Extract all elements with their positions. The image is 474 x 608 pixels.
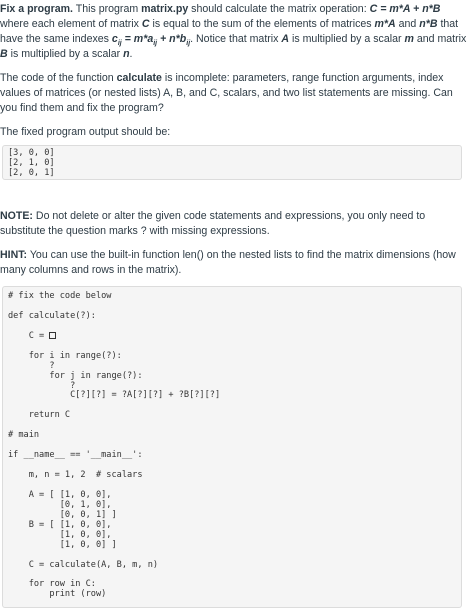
intro-text: is multiplied by a scalar: [289, 33, 405, 45]
subscript-ij: ij: [186, 40, 191, 48]
matrix-B: B: [0, 48, 8, 60]
note-paragraph: [0, 209, 472, 239]
intro-text: and: [395, 18, 420, 30]
intro-text: should calculate the matrix operation:: [188, 3, 370, 15]
code-line: [0, 1, 0],: [8, 499, 112, 510]
code-line: B = [ [1, 0, 0],: [8, 519, 112, 530]
code-line: for i in range(?):: [8, 350, 122, 361]
note-label: NOTE:: [0, 210, 33, 222]
code-line: m, n = 1, 2 # scalars: [8, 470, 143, 481]
term-mA: m*A: [374, 18, 396, 30]
output-heading: The fixed program output should be:: [0, 126, 171, 138]
element-eq: = m*a: [121, 33, 154, 45]
output-line: [2, 0, 1]: [8, 167, 55, 178]
output-line: [3, 0, 0]: [8, 148, 55, 158]
description-text: The code of the function: [0, 72, 117, 84]
empty-box-glyph: [49, 332, 56, 339]
code-line: A = [ [1, 0, 0],: [8, 489, 112, 500]
intro-paragraph: [0, 2, 472, 62]
note-text: Do not delete or alter the given code statements and expressions, you only need to substitute the question marks ? with missing expressions.: [0, 210, 426, 237]
intro-text: and matrix: [413, 33, 467, 45]
code-line: [1, 0, 0] ]: [8, 539, 117, 550]
description-paragraph: [0, 71, 472, 116]
term-nB: n*B: [419, 18, 438, 30]
code-line: for row in C:: [8, 579, 96, 590]
code-line: ?: [8, 380, 76, 391]
expected-output-block: [2, 145, 462, 180]
code-line: if __name__ == '__main__':: [8, 450, 143, 461]
code-line: [1, 0, 0],: [8, 529, 112, 540]
code-line: def calculate(?):: [8, 310, 96, 321]
scalar-m: m: [404, 33, 414, 45]
code-line: [8, 322, 456, 332]
code-line: [8, 571, 456, 581]
scalar-n: n: [123, 48, 130, 60]
formula: C = m*A + n*B: [369, 3, 441, 15]
intro-text: This program: [73, 3, 142, 15]
lead-text: Fix a program.: [0, 3, 73, 15]
code-line: print (row): [8, 589, 107, 600]
intro-text: that have the same indexes: [0, 18, 459, 45]
code-line: ?: [8, 360, 55, 371]
hint-label: HINT:: [0, 249, 28, 261]
intro-text: is equal to the sum of the elements of matrices: [149, 18, 375, 30]
intro-text: is multiplied by a scalar: [7, 48, 124, 60]
code-line: C[?][?] = ?A[?][?] + ?B[?][?]: [8, 390, 221, 401]
function-name: calculate: [116, 72, 162, 84]
matrix-A: A: [281, 33, 290, 45]
code-line: [0, 0, 1] ]: [8, 509, 117, 520]
code-line: # main: [8, 430, 40, 441]
code-block: [2, 286, 462, 608]
element-c: c: [111, 33, 118, 45]
code-line: [8, 401, 456, 411]
code-line: [8, 421, 456, 431]
subscript-ij: ij: [117, 40, 122, 48]
code-line: for j in range(?):: [8, 370, 143, 381]
subscript-ij: ij: [153, 40, 158, 48]
code-line: return C: [8, 410, 71, 421]
code-line: # fix the code below: [8, 291, 112, 301]
code-line: C = calculate(A, B, m, n): [8, 559, 159, 570]
intro-text: .: [129, 48, 133, 60]
filename: matrix.py: [141, 3, 189, 15]
code-line: C =: [8, 332, 456, 342]
output-line: [2, 1, 0]: [8, 157, 55, 168]
intro-text: . Notice that matrix: [190, 33, 282, 45]
element-plus: + n*b: [157, 33, 187, 45]
hint-text: You can use the built-in function len() on the nested lists to find the matrix dimensions (how many columns and rows in the matrix).: [0, 249, 456, 276]
matrix-C: C: [141, 18, 150, 30]
description-text: is incomplete: parameters, range function arguments, index values of matrices (or nested lists) A, B, and C, scalars, and two list statements are missing. Can you find them and fix the program?: [0, 72, 453, 114]
intro-text: where each element of matrix: [0, 18, 142, 30]
hint-paragraph: [0, 248, 472, 278]
